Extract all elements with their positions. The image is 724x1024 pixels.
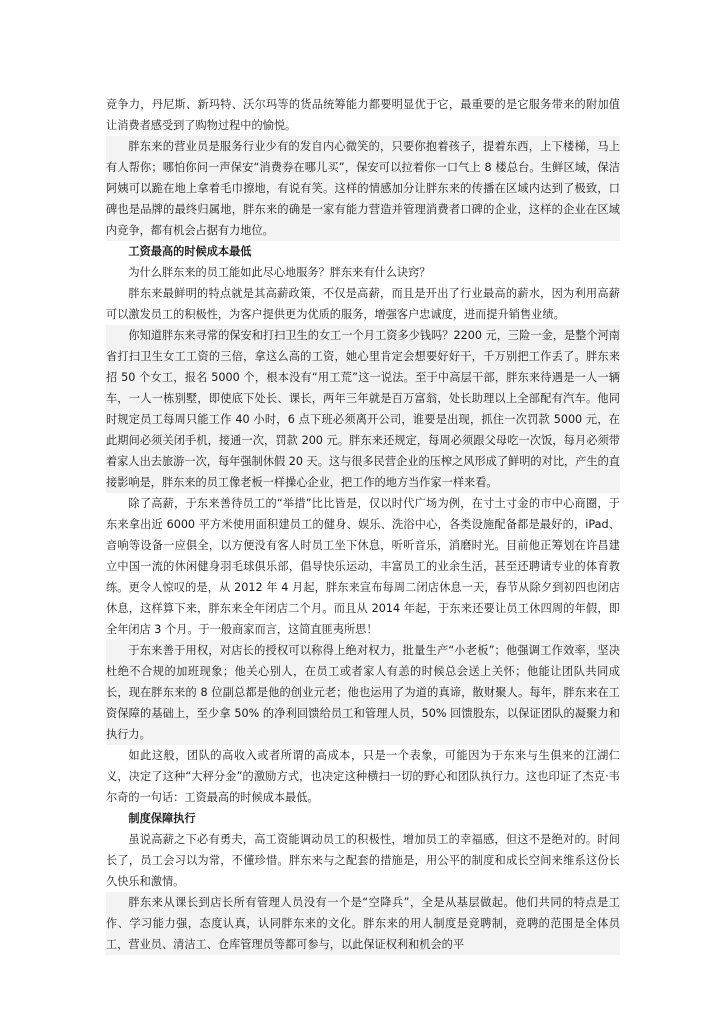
paragraph-1: 竞争力，丹尼斯、新玛特、沃尔玛等的货品统筹能力都要明显优于它，最重要的是它服务带来的附加值让消费者感受到了购物过程中的愉悦。 [106, 98, 620, 132]
paragraph-7: 于东来善于用权，对店长的授权可以称得上绝对权力，批量生产“小老板”；他强调工作效率，坚决杜绝不合规的加班现象；他关心别人，在员工或者家人有恙的时候总会送上关怀；他能让团队共同成长，现在胖东来的 8 位副总都是他的创业元老；他也运用了为道的真谛，散财聚人。每年，胖东来在工资保障的基础上，至少拿 50% 的净利回馈给员工和管理人员，50% 回馈股东，以保证团队的凝聚力和执行力。 [106, 640, 620, 745]
paragraph-9: 虽说高薪之下必有勇夫，高工资能调动员工的积极性，增加员工的幸福感，但这不是绝对的。时间长了，员工会习以为常，不懂珍惜。胖东来与之配套的措施是，用公平的制度和成长空间来维系这份长久快乐和激情。 [106, 833, 620, 888]
section-heading-2: 制度保障执行 [128, 812, 196, 825]
paragraph-2: 胖东来的营业员是服务行业少有的发自内心微笑的，只要你抱着孩子，提着东西，上下楼梯，马上有人帮你；哪怕你问一声保安“消费券在哪儿买”，保安可以拉着你一口气上 8 楼总台。生鲜区域，保洁阿姨可以跪在地上拿着毛巾擦地，有说有笑。这样的情感加分让胖东来的传播在区域内达到了极致，口碑也是品牌的最终归属地，胖东来的确是一家有能力营造并管理消费者口碑的企业，这样的企业在区域内竞争，都有机会占据有力地位。 [106, 136, 620, 241]
paragraph-10: 胖东来从课长到店长所有管理人员没有一个是“空降兵”，全是从基层做起。他们共同的特点是工作、学习能力强，态度认真，认同胖东来的文化。胖东来的用人制度是竞聘制，竞聘的范围是全体员工，营业员、清洁工、仓库管理员等都可参与，以此保证权利和机会的平 [106, 892, 620, 955]
paragraph-4: 胖东来最鲜明的特点就是其高薪政策，不仅是高薪，而且是开出了行业最高的薪水，因为利用高薪可以激发员工的积极性，为客户提供更为优质的服务，增强客户忠诚度，进而提升销售业绩。 [106, 287, 620, 321]
paragraph-6: 除了高薪，于东来善待员工的“举措”比比皆是，仅以时代广场为例，在寸土寸金的市中心商圈，于东来拿出近 6000 平方米使用面积建员工的健身、娱乐、洗浴中心，各类设施配备都是最好的，iPad、音响等设备一应俱全，以方便没有客人时员工坐下休息，听听音乐，消磨时光。目前他正筹划在许昌建立中国一流的休闲健身羽毛球俱乐部，倡导快乐运动，丰富员工的业余生活，甚至还聘请专业的体育教练。更令人惊叹的是，从 2012 年 4 月起，胖东来宣布每周二闭店休息一天，春节从除夕到初四也闭店休息，这样算下来，胖东来全年闭店二个月。而且从 2014 年起，于东来还要让员工休四周的年假，即全年闭店 3 个月。于一般商家而言，这简直匪夷所思！ [106, 497, 620, 636]
paragraph-3: 为什么胖东来的员工能如此尽心地服务？胖东来有什么诀窍？ [128, 266, 431, 279]
paragraph-8: 如此这般，团队的高收入或者所谓的高成本，只是一个表象，可能因为于东来与生俱来的江湖仁义，决定了这种“大秤分金”的激励方式，也决定这种横扫一切的野心和团队执行力。这也印证了杰克·韦尔奇的一句话：工资最高的时候成本最低。 [106, 749, 620, 804]
document-page [106, 94, 620, 955]
section-heading-1: 工资最高的时候成本最低 [128, 245, 252, 258]
paragraph-5: 你知道胖东来寻常的保安和打扫卫生的女工一个月工资多少钱吗？2200 元，三险一金，是整个河南省打扫卫生女工工资的三倍，拿这么高的工资，她心里肯定会想要好好干，千万别把工作丢了。胖东来招 50 个女工，报名 5000 个，根本没有“用工荒”这一说法。至于中高层干部，胖东来待遇是一人一辆车，一人一栋别墅，即使底下处长、课长，两年三年就是百万富翁，处长助理以上全部配有汽车。他同时规定员工每周只能工作 40 小时，6 点下班必须离开公司，谁要是出现，抓住一次罚款 5000 元，在此期间必须关闭手机，接通一次，罚款 200 元。胖东来还规定，每周必须跟父母吃一次饭，每月必须带着家人出去旅游一次，每年强制休假 20 天。这与很多民营企业的压榨之风形成了鲜明的对比，产生的直接影响是，胖东来的员工像老板一样操心企业，把工作的地方当作家一样来看。 [106, 325, 620, 493]
